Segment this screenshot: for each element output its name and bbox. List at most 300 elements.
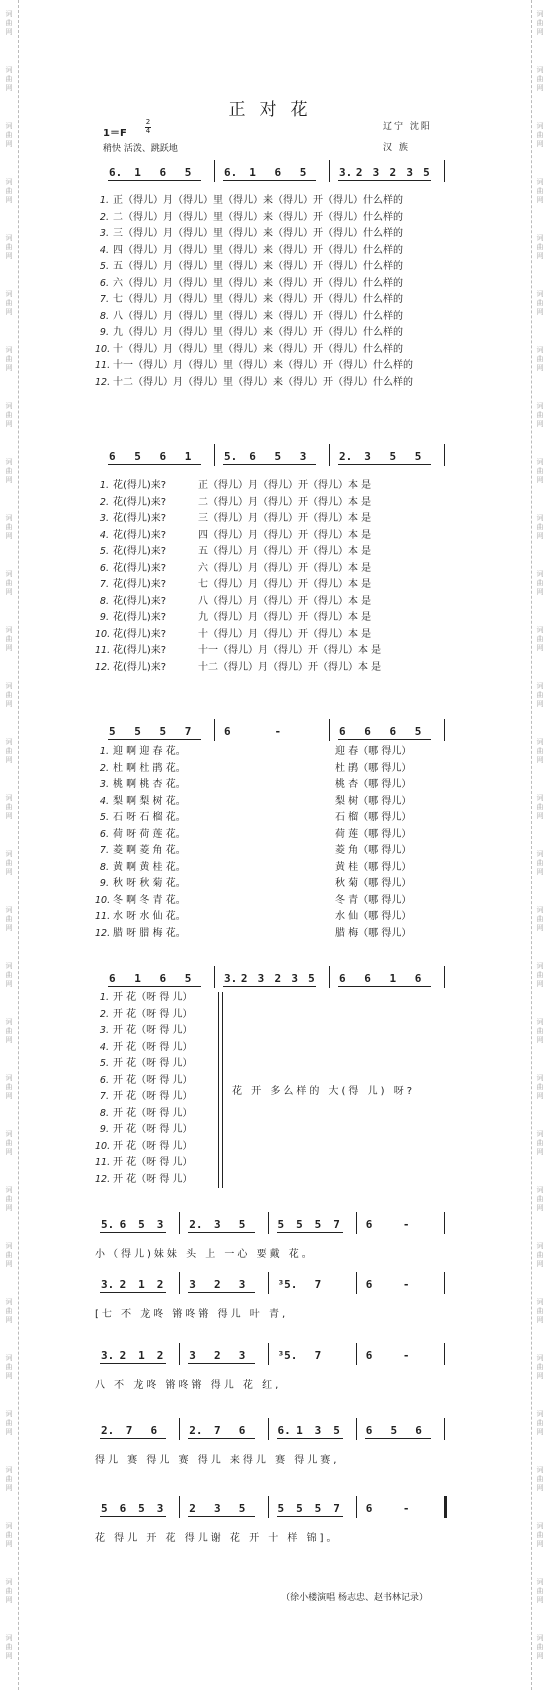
bar-line (356, 1418, 357, 1440)
verse-number: 5. (99, 261, 109, 272)
time-signature (145, 119, 151, 135)
note-digit: 3. (101, 1349, 115, 1362)
verse-lyric: 杜 鹃（哪 得儿） (335, 762, 412, 774)
beam-underline (365, 1438, 431, 1439)
verse-row (95, 860, 412, 877)
note-digit: 5 (390, 1424, 398, 1437)
note-digit: 3 (257, 972, 265, 985)
note-digit: 3 (156, 1218, 164, 1231)
note-digit: 3 (372, 166, 380, 179)
verse-lyric: 黄 桂（哪 得儿） (335, 861, 412, 873)
verse-lyric: 石 榴（哪 得儿） (335, 812, 412, 823)
verse-row (95, 893, 412, 910)
verse-lyric: 二（得儿）月（得儿）里（得儿）来（得儿）开（得儿）什么样的 (113, 211, 403, 223)
note-digit: 6 (365, 1424, 373, 1437)
beam-underline (108, 464, 201, 465)
watermark-text: 词 曲 网 (5, 346, 13, 372)
bar-line (444, 444, 445, 466)
note-digit: 2 (189, 1502, 196, 1515)
verse-number: 9. (99, 612, 109, 623)
verse-number: 5. (99, 546, 109, 557)
bar-line (444, 966, 445, 988)
verse-lyric: 桃 啊 桃 杏 花。 (113, 779, 186, 790)
note-digit: 6. (109, 166, 123, 179)
verse-row (95, 210, 403, 227)
verse-row (95, 226, 403, 243)
verse-row (95, 577, 372, 594)
verse-number: 1. (99, 480, 109, 491)
beam-underline (338, 739, 431, 740)
note-digit: 6 (365, 1502, 373, 1515)
verse-lyric: 荷 莲（哪 得儿） (335, 828, 412, 840)
watermark-text: 词 曲 网 (5, 234, 13, 260)
note-digit: ³5. (277, 1349, 298, 1362)
note-digit: 6. (224, 166, 238, 179)
beam-underline (108, 739, 201, 740)
verse-lyric: 十（得儿）月（得儿）里（得儿）来（得儿）开（得儿）什么样的 (113, 343, 403, 355)
watermark-text: 词 曲 网 (536, 1466, 544, 1492)
verse-number: 4. (99, 244, 109, 256)
note-digit: 6 (109, 972, 116, 985)
verse-number: 6. (99, 828, 109, 840)
bar-line (444, 160, 445, 182)
note-digit: 3 (364, 450, 371, 463)
watermark-text: 词 曲 网 (536, 10, 544, 36)
verse-lyric: 开 花（呀 得 儿） (113, 1124, 193, 1135)
verse-number: 4. (99, 795, 109, 807)
note-digit: 6 (159, 972, 167, 985)
note-digit: 5 (138, 1218, 145, 1231)
note-digit: 2 (389, 166, 397, 179)
beam-underline (100, 1516, 166, 1517)
verse-lyric: 荷 呀 荷 莲 花。 (113, 828, 186, 840)
key-signature: 1＝F (103, 128, 127, 139)
note-digit: 7 (333, 1218, 340, 1231)
watermark-text: 词 曲 网 (536, 1522, 544, 1548)
verse-lyric: 腊 呀 腊 梅 花。 (113, 927, 186, 939)
verse-number: 7. (99, 579, 109, 590)
note-digit: 6 (365, 1278, 373, 1291)
note-digit: 5 (308, 972, 315, 985)
watermark-text: 词 曲 网 (5, 738, 13, 764)
watermark-text: 词 曲 网 (5, 570, 13, 596)
note-digit: 6 (389, 725, 397, 738)
verse-number: 5. (99, 812, 109, 823)
bar-line (268, 1343, 269, 1365)
note-digit: 6 (119, 1218, 127, 1231)
note-digit: 3 (156, 1502, 164, 1515)
verse-row (95, 342, 403, 359)
note-digit: 1 (389, 972, 397, 985)
verse-row (95, 761, 412, 778)
verse-lyric: 秋 呀 秋 菊 花。 (113, 878, 186, 889)
note-digit: 3 (291, 972, 298, 985)
watermark-text: 词 曲 网 (5, 402, 13, 428)
verse-row (95, 909, 412, 926)
note-digit: 2 (214, 1278, 221, 1291)
note-digit: 3 (214, 1502, 221, 1515)
watermark-text: 词 曲 网 (5, 682, 13, 708)
beam-underline (338, 986, 431, 987)
verse-number: 10. (95, 628, 111, 640)
verse-block (95, 744, 412, 942)
bar-line (214, 444, 215, 466)
note-digit: 2 (214, 1349, 221, 1362)
verse-lyric: 开 花（呀 得 儿） (113, 1091, 193, 1102)
watermark-text: 词 曲 网 (536, 1018, 544, 1044)
verse-row (95, 561, 372, 578)
beam-underline (100, 1438, 166, 1439)
performer-credit: （徐小楼演唱 杨志忠、赵书林记录） (281, 1593, 428, 1603)
verse-lyric: 七（得儿）月（得儿）里（得儿）来（得儿）开（得儿）什么样的 (113, 294, 403, 305)
bar-line (268, 1496, 269, 1518)
note-digit: 5 (274, 450, 282, 463)
watermark-text: 词 曲 网 (5, 962, 13, 988)
verse-number: 12. (95, 376, 111, 388)
bar-line (444, 1272, 445, 1294)
watermark-text: 词 曲 网 (536, 458, 544, 484)
verse-number: 3. (99, 513, 109, 524)
verse-number: 8. (99, 595, 109, 607)
verse-lyric: 三（得儿）月（得儿）里（得儿）来（得儿）开（得儿）什么样的 (113, 228, 403, 239)
note-digit: 3 (238, 1349, 246, 1362)
verse-lyric: 开 花（呀 得 儿） (113, 1025, 193, 1036)
verse-number: 2. (99, 1008, 109, 1020)
verse-row (95, 292, 403, 309)
verse-number: 11. (95, 360, 111, 371)
verse-number: 12. (95, 927, 111, 939)
beam-underline (188, 1292, 254, 1293)
beam-underline (338, 464, 431, 465)
bar-line (329, 966, 330, 988)
verse-number: 2. (99, 496, 109, 508)
note-digit: 6 (109, 450, 116, 463)
watermark-text: 词 曲 网 (536, 850, 544, 876)
verse-lyric: 花(得儿)来? (113, 661, 167, 673)
verse-row (95, 193, 403, 210)
verse-block (95, 478, 382, 676)
watermark-text: 词 曲 网 (5, 850, 13, 876)
note-digit: 7 (125, 1424, 133, 1437)
note-digit: 2. (189, 1424, 203, 1437)
verse-lyric: 花(得儿)来? (113, 546, 167, 557)
watermark-text: 词 曲 网 (536, 402, 544, 428)
beam-underline (100, 1232, 166, 1233)
verse-row (95, 243, 403, 260)
beam-underline (277, 1438, 343, 1439)
verse-row (95, 1172, 193, 1189)
verse-lyric: 花(得儿)来? (113, 529, 167, 541)
note-digit: 6 (150, 1424, 158, 1437)
note-digit: 5 (134, 725, 141, 738)
verse-lyric: 花(得儿)来? (113, 480, 167, 491)
verse-number: 3. (99, 779, 109, 790)
lyric-line: 花 得儿 开 花 得儿谢 花 开 十 样 锦]。 (95, 1533, 340, 1544)
verse-lyric: 四（得儿）月（得儿）里（得儿）来（得儿）开（得儿）什么样的 (113, 244, 403, 256)
verse-row (95, 843, 412, 860)
note-digit: - (402, 1218, 410, 1231)
bar-line (444, 1212, 445, 1234)
note-digit: 1 (138, 1349, 145, 1362)
verse-number: 1. (99, 746, 109, 757)
watermark-text: 词 曲 网 (536, 1074, 544, 1100)
verse-lyric: 花(得儿)来? (113, 595, 167, 607)
watermark-text: 词 曲 网 (536, 122, 544, 148)
verse-lyric: 花(得儿)来? (113, 628, 167, 640)
watermark-text: 词 曲 网 (536, 1298, 544, 1324)
verse-row (95, 511, 372, 528)
beam-underline (277, 1232, 343, 1233)
note-digit: 5 (333, 1424, 340, 1437)
verse-row (95, 259, 403, 276)
note-digit: 5 (184, 972, 192, 985)
verse-block (95, 193, 413, 391)
verse-row (95, 1106, 193, 1123)
verse-lyric: 三（得儿）月（得儿）开（得儿）本 是 (198, 513, 372, 524)
watermark-text: 词 曲 网 (5, 1578, 13, 1604)
verse-number: 5. (99, 1058, 109, 1069)
beam-underline (108, 180, 201, 181)
note-digit: 6 (365, 1218, 373, 1231)
verse-row (95, 478, 372, 495)
verse-row (95, 1122, 193, 1139)
verse-row (95, 610, 372, 627)
verse-number: 9. (99, 1124, 109, 1135)
verse-row (95, 276, 403, 293)
beam-underline (338, 180, 431, 181)
note-digit: 1 (296, 1424, 303, 1437)
note-digit: 6 (414, 972, 422, 985)
note-digit: ³5. (277, 1278, 298, 1291)
bar-line (356, 1496, 357, 1518)
verse-lyric: 花(得儿)来? (113, 496, 167, 508)
note-digit: 5 (134, 450, 141, 463)
verse-lyric: 开 花（呀 得 儿） (113, 1058, 193, 1069)
verse-row (95, 827, 412, 844)
watermark-text: 词 曲 网 (536, 570, 544, 596)
verse-lyric: 六（得儿）月（得儿）开（得儿）本 是 (198, 562, 372, 574)
verse-lyric: 开 花（呀 得 儿） (113, 992, 193, 1003)
note-digit: 5 (414, 450, 422, 463)
song-title: 正对花 (228, 100, 322, 120)
note-digit: 6 (238, 1424, 246, 1437)
bar-line (444, 1418, 445, 1440)
watermark-text: 词 曲 网 (536, 234, 544, 260)
note-digit: 3 (314, 1424, 322, 1437)
verse-lyric: 五（得儿）月（得儿）里（得儿）来（得儿）开（得儿）什么样的 (113, 261, 403, 272)
bar-line (268, 1418, 269, 1440)
bar-line (444, 719, 445, 741)
beam-underline (188, 1438, 254, 1439)
watermark-text: 词 曲 网 (536, 1410, 544, 1436)
verse-lyric: 花(得儿)来? (113, 612, 167, 623)
verse-lyric: 迎 春（哪 得儿） (335, 746, 412, 757)
note-digit: 7 (184, 725, 192, 738)
verse-number: 2. (99, 211, 109, 223)
lyric-line: 得儿 赛 得儿 赛 得儿 来得儿 赛 得儿赛, (95, 1455, 340, 1466)
watermark-text: 词 曲 网 (5, 178, 13, 204)
verse-number: 1. (99, 195, 109, 206)
note-digit: 5 (159, 725, 167, 738)
verse-lyric: 梨 树（哪 得儿） (335, 795, 412, 807)
verse-lyric: 十一（得儿）月（得儿）里（得儿）来（得儿）开（得儿）什么样的 (113, 360, 413, 371)
note-digit: 2. (339, 450, 353, 463)
verse-row (95, 375, 413, 392)
verse-lyric: 开 花（呀 得 儿） (113, 1140, 193, 1152)
verse-number: 8. (99, 310, 109, 322)
beam-underline (188, 1516, 254, 1517)
note-digit: 7 (314, 1349, 322, 1362)
note-digit: 5 (277, 1218, 285, 1231)
verse-row (95, 1089, 193, 1106)
note-digit: 3 (238, 1278, 246, 1291)
verse-lyric: 八（得儿）月（得儿）开（得儿）本 是 (198, 595, 372, 607)
bar-line (356, 1212, 357, 1234)
note-digit: 6 (339, 972, 346, 985)
note-digit: 2 (355, 166, 363, 179)
verse-lyric: 水 呀 水 仙 花。 (113, 911, 186, 922)
verse-number: 7. (99, 1091, 109, 1102)
verse-row (95, 309, 403, 326)
verse-lyric: 十二（得儿）月（得儿）开（得儿）本 是 (198, 661, 382, 673)
bar-line (179, 1496, 180, 1518)
verse-number: 3. (99, 1025, 109, 1036)
note-digit: 6 (365, 1349, 373, 1362)
bar-line (356, 1343, 357, 1365)
verse-lyric: 花(得儿)来? (113, 562, 167, 574)
note-digit: 2 (119, 1278, 127, 1291)
watermark-text: 词 曲 网 (5, 1354, 13, 1380)
note-digit: - (274, 725, 282, 738)
bar-line (214, 966, 215, 988)
verse-lyric: 正（得儿）月（得儿）里（得儿）来（得儿）开（得儿）什么样的 (113, 195, 403, 206)
bar-line (329, 444, 330, 466)
note-digit: 6 (415, 1424, 422, 1437)
beam-underline (277, 1516, 343, 1517)
note-digit: 7 (314, 1278, 322, 1291)
verse-lyric: 七（得儿）月（得儿）开（得儿）本 是 (198, 579, 372, 590)
verse-row (95, 528, 372, 545)
verse-row (95, 926, 412, 943)
verse-lyric: 十一（得儿）月（得儿）开（得儿）本 是 (198, 645, 382, 656)
verse-row (95, 777, 412, 794)
lyric-line: 八 不 龙咚 锵咚锵 得儿 花 红, (95, 1380, 282, 1391)
verse-number: 1. (99, 992, 109, 1003)
watermark-text: 词 曲 网 (5, 1074, 13, 1100)
verse-lyric: 开 花（呀 得 儿） (113, 1008, 193, 1020)
refrain-lyric: 花 开 多么样的 大(得 儿) 呀? (232, 1086, 416, 1097)
beam-underline (100, 1292, 166, 1293)
note-digit: 5 (277, 1502, 285, 1515)
verse-number: 11. (95, 911, 111, 922)
note-digit: 5 (184, 166, 192, 179)
watermark-text: 词 曲 网 (5, 1466, 13, 1492)
bar-line (179, 1212, 180, 1234)
verse-row (95, 325, 403, 342)
verse-lyric: 花(得儿)来? (113, 645, 167, 656)
verse-lyric: 水 仙（哪 得儿） (335, 911, 412, 922)
notation-row (95, 1500, 448, 1520)
bar-line (444, 1343, 445, 1365)
watermark-text: 词 曲 网 (536, 794, 544, 820)
note-digit: 5 (109, 725, 116, 738)
note-digit: 3 (299, 450, 307, 463)
verse-number: 10. (95, 894, 111, 906)
notation-row (95, 1276, 448, 1296)
verse-lyric: 九（得儿）月（得儿）开（得儿）本 是 (198, 612, 372, 623)
verse-number: 12. (95, 661, 111, 673)
bar-line (268, 1272, 269, 1294)
note-digit: 5. (101, 1218, 115, 1231)
note-digit: 5 (389, 450, 397, 463)
verse-number: 7. (99, 845, 109, 856)
notation-row (95, 1216, 448, 1236)
verse-row (95, 1073, 193, 1090)
note-digit: 2. (189, 1218, 203, 1231)
verse-row (95, 1056, 193, 1073)
note-digit: 1 (138, 1278, 145, 1291)
verse-row (95, 744, 412, 761)
watermark-text: 词 曲 网 (536, 1634, 544, 1660)
watermark-text: 词 曲 网 (536, 346, 544, 372)
bar-line (179, 1343, 180, 1365)
note-digit: 6 (224, 725, 231, 738)
watermark-text: 词 曲 网 (5, 1130, 13, 1156)
verse-lyric: 菱 角（哪 得儿） (335, 845, 412, 856)
verse-row (95, 876, 412, 893)
watermark-text: 词 曲 网 (536, 906, 544, 932)
verse-row (95, 1139, 193, 1156)
note-digit: 2 (156, 1349, 164, 1362)
watermark-text: 词 曲 网 (5, 514, 13, 540)
note-digit: 5 (138, 1502, 145, 1515)
note-digit: 7 (333, 1502, 340, 1515)
note-digit: 6 (159, 166, 167, 179)
watermark-text: 词 曲 网 (5, 458, 13, 484)
note-digit: 5 (296, 1502, 303, 1515)
watermark-text: 词 曲 网 (536, 1354, 544, 1380)
notation-row (103, 448, 448, 468)
verse-lyric: 九（得儿）月（得儿）里（得儿）来（得儿）开（得儿）什么样的 (113, 327, 403, 338)
note-digit: 2 (240, 972, 248, 985)
verse-number: 6. (99, 277, 109, 289)
verse-lyric: 花(得儿)来? (113, 579, 167, 590)
verse-number: 12. (95, 1173, 111, 1185)
meter-bottom: 4 (145, 127, 151, 135)
note-digit: - (402, 1278, 410, 1291)
verse-lyric: 冬 啊 冬 青 花。 (113, 894, 186, 906)
watermark-text: 词 曲 网 (5, 1242, 13, 1268)
note-digit: 1 (184, 450, 192, 463)
verse-lyric: 迎 啊 迎 春 花。 (113, 746, 186, 757)
verse-lyric: 四（得儿）月（得儿）开（得儿）本 是 (198, 529, 372, 541)
note-digit: 6 (119, 1502, 127, 1515)
watermark-text: 词 曲 网 (536, 290, 544, 316)
note-digit: - (402, 1349, 410, 1362)
verse-number: 6. (99, 562, 109, 574)
bar-line (214, 719, 215, 741)
note-digit: 5 (238, 1218, 246, 1231)
verse-lyric: 开 花（呀 得 儿） (113, 1157, 193, 1168)
note-digit: 3. (101, 1278, 115, 1291)
watermark-text: 词 曲 网 (536, 66, 544, 92)
note-digit: 3. (224, 972, 238, 985)
verse-number: 10. (95, 343, 111, 355)
watermark-text: 词 曲 网 (5, 122, 13, 148)
beam-underline (223, 464, 316, 465)
bar-line (329, 719, 330, 741)
verse-lyric: 开 花（呀 得 儿） (113, 1041, 193, 1053)
